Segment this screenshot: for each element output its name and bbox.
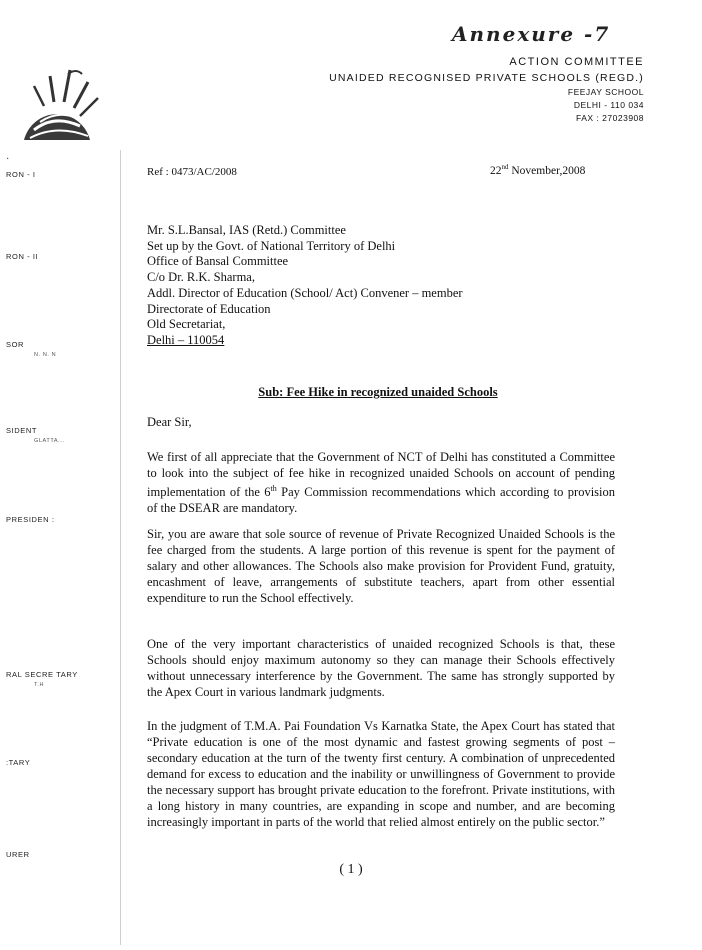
address-line: Addl. Director of Education (School/ Act) Convener – member: [147, 285, 463, 300]
sidebar-item-5: RAL SECRE TARY T.H: [6, 670, 78, 688]
sidebar-item-0: RON - I: [6, 170, 36, 179]
margin-mark: ·: [6, 154, 10, 165]
address-line: Mr. S.L.Bansal, IAS (Retd.) Committee: [147, 223, 346, 237]
paragraph-3: One of the very important characteristics of unaided recognized Schools is that, these Schools should enjoy maximum autonomy so they can manage their Schools effectively without unnecessary interference by the Government. The same has strongly supported by the Apex Court in various landmark judgments.: [147, 637, 615, 699]
sidebar-item-1: RON - II: [6, 252, 39, 261]
org-line-4: DELHI - 110 034: [573, 100, 644, 110]
address-line: Directorate of Education: [147, 301, 271, 316]
sidebar-item-6: :TARY: [6, 758, 31, 767]
paragraph-1: We first of all appreciate that the Government of NCT of Delhi has constituted a Committee to look into the subject of fee hike in recognized unaided Schools on account of pending implementation of the 6th Pay Commission recommendations which according to provision of the DSEAR are mandatory.: [147, 450, 616, 516]
address-line: Set up by the Govt. of National Territory of Delhi: [147, 238, 396, 253]
letterhead-organization: [329, 54, 644, 125]
sun-globe-logo: [10, 56, 110, 146]
annexure-squiggle: 7: [594, 22, 611, 46]
sidebar-item-2: SOR N. N. N: [6, 340, 57, 358]
sidebar-item-4: PRESIDEN :: [6, 515, 55, 524]
sidebar-item-7: URER: [6, 850, 30, 859]
recipient-address: [147, 223, 463, 349]
sidebar-item-3: SIDENT GLATTA...: [6, 426, 65, 444]
org-line-2: UNAIDED RECOGNISED PRIVATE SCHOOLS (REGD.): [329, 72, 644, 84]
annexure-mark: Annexure -7: [452, 22, 611, 46]
address-line: Office of Bansal Committee: [147, 254, 289, 269]
letter-date: 22nd November,2008: [490, 163, 586, 177]
margin-divider: [120, 150, 121, 945]
org-line-1: ACTION COMMITTEE: [509, 56, 644, 68]
paragraph-4: In the judgment of T.M.A. Pai Foundation Vs Karnatka State, the Apex Court has stated that “Private education is one of the most dynamic and fastest growing segments of post – secondary education at the turn of the twenty first century. A combination of unprecedented demand for excess to education and the inability or unwillingness of Government to provide the necessary support has brought private education to the forefront. Private institutions, with a long history in many countries, are expanding in scope and number, and are becoming increasingly important in parts of the world that relied almost entirely on the public sector.”: [147, 719, 615, 829]
address-line-city: Delhi – 110054: [147, 332, 225, 347]
address-line: C/o Dr. R.K. Sharma,: [147, 270, 255, 285]
org-line-3: FEEJAY SCHOOL: [567, 87, 644, 97]
address-line: Old Secretariat,: [147, 317, 226, 332]
subject-line: Sub: Fee Hike in recognized unaided Schools: [258, 385, 498, 399]
salutation: Dear Sir,: [147, 415, 192, 429]
reference-number: Ref : 0473/AC/2008: [147, 166, 237, 178]
paragraph-2: Sir, you are aware that sole source of revenue of Private Recognized Unaided Schools is the fee charged from the students. A large portion of this revenue is spent for the payment of salary and other allowances. The Schools also make provision for Provident Fund, gratuity, encashment of leave, arrangements of substitute teachers, apart from other essential expenditure to run the School effectively.: [147, 527, 615, 605]
org-line-5: FAX : 27023908: [576, 113, 644, 123]
page-number: ( 1 ): [339, 862, 363, 877]
